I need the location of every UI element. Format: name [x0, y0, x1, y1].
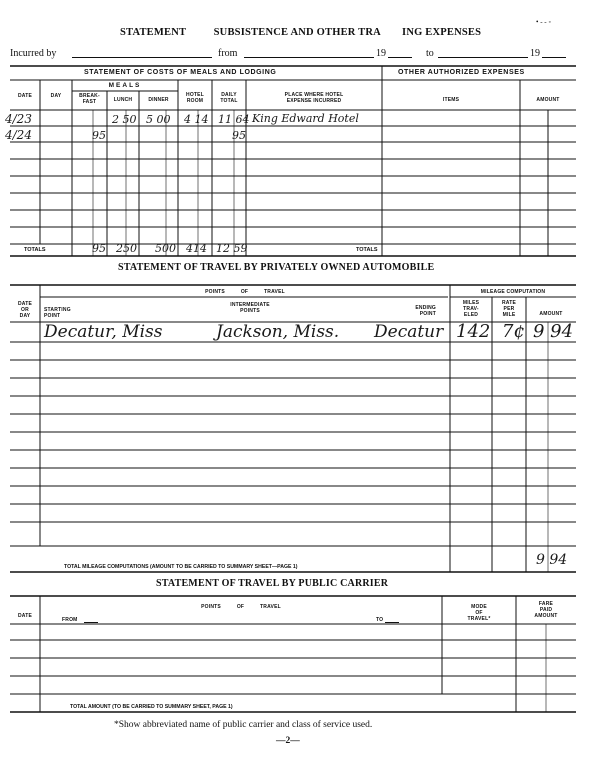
- col-header-items: ITEMS: [442, 97, 460, 103]
- total-hotel: 414: [186, 242, 207, 255]
- auto-ending-point[interactable]: Decatur: [374, 322, 444, 342]
- public-to-label: TO: [376, 617, 384, 623]
- col-header-amount: AMOUNT: [536, 97, 560, 103]
- auto-col-date: DATE OR DAY: [17, 301, 33, 319]
- auto-rate[interactable]: 7¢: [502, 321, 525, 342]
- meals-lodging-title: STATEMENT OF COSTS OF MEALS AND LODGING: [84, 69, 277, 76]
- corner-mark: • - - ◦: [536, 18, 551, 26]
- public-from-line[interactable]: [84, 622, 98, 623]
- year-label-2: 19: [530, 48, 540, 59]
- row2-date[interactable]: 4/24: [5, 128, 32, 142]
- col-header-breakfast: BREAK- FAST: [79, 93, 100, 105]
- public-col-date: DATE: [17, 613, 33, 619]
- col-header-lunch: LUNCH: [113, 97, 133, 103]
- total-breakfast: 95: [92, 242, 106, 255]
- col-header-day: DAY: [50, 93, 62, 99]
- meals-group-header: MEALS: [108, 82, 142, 89]
- public-points-header: POINTS OF TRAVEL: [201, 604, 281, 610]
- title-part-statement: STATEMENT: [120, 27, 186, 38]
- auto-col-miles: MILES TRAV- ELED: [462, 300, 480, 318]
- public-section-title: STATEMENT OF TRAVEL BY PUBLIC CARRIER: [156, 578, 389, 589]
- total-daily: 12 59: [216, 242, 248, 255]
- meals-totals-label: TOTALS: [24, 247, 46, 253]
- row1-daily[interactable]: 11 64: [218, 113, 250, 126]
- auto-amount[interactable]: 9 94: [533, 321, 574, 342]
- incurred-by-label: Incurred by: [10, 48, 57, 59]
- total-lunch: 250: [116, 242, 137, 255]
- col-header-daily: DAILY TOTAL: [220, 92, 238, 104]
- auto-col-rate: RATE PER MILE: [501, 300, 517, 318]
- row2-daily[interactable]: 95: [232, 129, 246, 142]
- mileage-computation-header: MILEAGE COMPUTATION: [480, 289, 546, 295]
- row1-hotel[interactable]: 4 14: [184, 113, 209, 126]
- public-col-mode: MODE OF TRAVEL*: [467, 604, 491, 622]
- auto-start-point[interactable]: Decatur, Miss: [44, 322, 163, 342]
- row1-lunch[interactable]: 2 50: [112, 113, 137, 126]
- row1-place[interactable]: King Edward Hotel: [252, 112, 359, 125]
- auto-intermediate-point[interactable]: Jackson, Miss.: [216, 322, 340, 342]
- col-header-place: PLACE WHERE HOTEL EXPENSE INCURRED: [284, 92, 344, 104]
- footnote: *Show abbreviated name of public carrier and class of service used.: [114, 720, 373, 730]
- auto-col-start: STARTING POINT: [44, 307, 71, 319]
- title-part-expenses: ING EXPENSES: [402, 27, 482, 38]
- col-header-dinner: DINNER: [148, 97, 169, 103]
- auto-section-title: STATEMENT OF TRAVEL BY PRIVATELY OWNED AUTOMOBILE: [118, 262, 435, 273]
- mileage-total-amount: 9 94: [536, 552, 568, 568]
- row1-dinner[interactable]: 5 00: [146, 113, 171, 126]
- other-expenses-title: OTHER AUTHORIZED EXPENSES: [398, 69, 525, 76]
- page-number: —2—: [276, 736, 300, 746]
- col-header-date: DATE: [17, 93, 33, 99]
- row1-date[interactable]: 4/23: [5, 112, 32, 126]
- auto-miles[interactable]: 142: [456, 321, 491, 342]
- auto-col-end: ENDING POINT: [415, 305, 436, 317]
- to-label: to: [426, 48, 434, 59]
- mileage-total-label: TOTAL MILEAGE COMPUTATIONS (AMOUNT TO BE CARRIED TO SUMMARY SHEET—PAGE 1): [64, 564, 298, 570]
- public-col-fare: FARE PAID AMOUNT: [534, 601, 558, 619]
- public-total-label: TOTAL AMOUNT (TO BE CARRIED TO SUMMARY SHEET, PAGE 1): [70, 704, 233, 710]
- other-totals-label: TOTALS: [356, 247, 378, 253]
- total-dinner: 500: [155, 242, 176, 255]
- auto-points-header: POINTS OF TRAVEL: [205, 289, 285, 295]
- auto-col-inter: INTERMEDIATE POINTS: [230, 302, 270, 314]
- auto-col-amount: AMOUNT: [539, 311, 563, 317]
- public-to-line[interactable]: [385, 622, 399, 623]
- title-part-subsistence: SUBSISTENCE AND OTHER TRA: [213, 27, 381, 38]
- public-from-label: FROM: [62, 617, 78, 623]
- col-header-hotel: HOTEL ROOM: [186, 92, 204, 104]
- from-label: from: [218, 48, 238, 59]
- row2-breakfast[interactable]: 95: [92, 129, 106, 142]
- year-label-1: 19: [376, 48, 386, 59]
